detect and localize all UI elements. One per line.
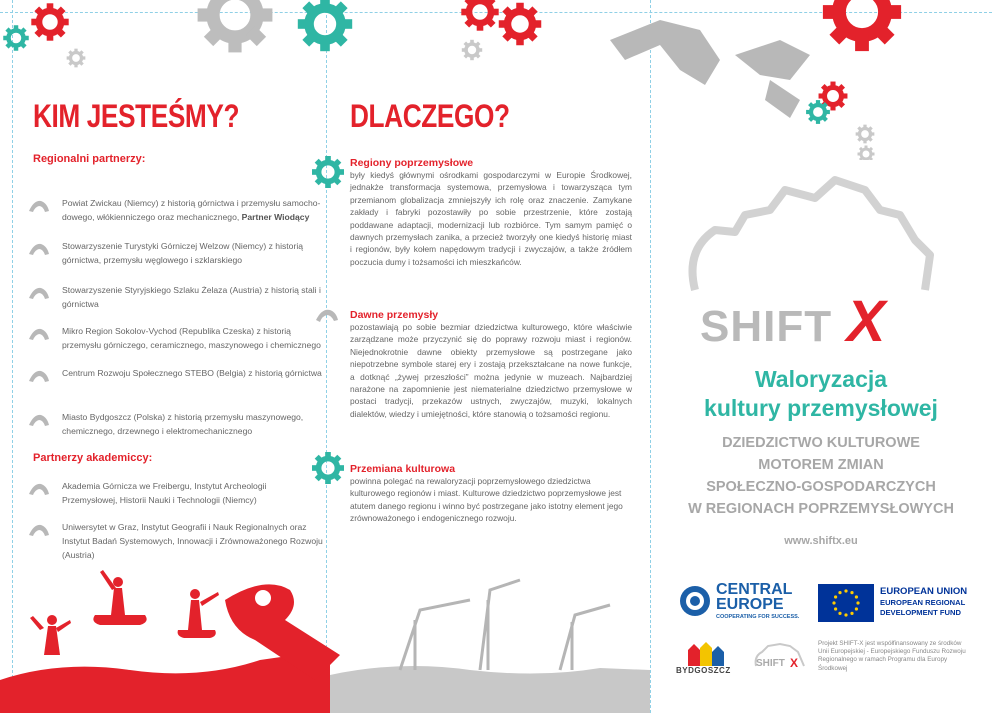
eu-flag-icon: [818, 584, 874, 622]
robot-arm-icon: [28, 198, 50, 214]
gear-icon: [3, 25, 29, 51]
bottom-illustration: [0, 560, 650, 713]
partner-text: Centrum Rozwoju Społecznego STEBO (Belgia) z historią górnictwa: [62, 368, 322, 378]
gear-icon: [823, 0, 901, 51]
partner-text: Uniwersytet w Graz, Instytut Geografii i Nauk Regionalnych oraz Instytut Badań Systemowych, Innowacji i Zrównoważonego Rozwoju (Austria): [62, 522, 323, 560]
partner-text: Powiat Zwickau (Niemcy) z historią górnictwa i przemysłu samocho-dowego, włókienniczego oraz mechanicznego, Partner Wiodący: [62, 198, 321, 222]
regional-partners-label: Regionalni partnerzy:: [33, 153, 146, 165]
gear-icon: [312, 156, 344, 188]
gear-icon: [198, 0, 273, 52]
eu-line-1: EUROPEAN UNION: [880, 586, 968, 597]
ce-line-2: EUROPE: [716, 596, 784, 613]
partner-text: Stowarzyszenie Styryjskiego Szlaku Żelaza (Austria) z historią stali i górnictwa: [62, 285, 321, 309]
section-dawne: [350, 309, 632, 420]
eu-logo: [818, 584, 978, 624]
gear-icon: [461, 0, 498, 31]
robot-arm-icon: [28, 326, 50, 342]
logo-word: SHIFT: [700, 302, 833, 351]
title-line-2: kultury przemysłowej: [704, 395, 938, 421]
gear-icon: [31, 3, 68, 40]
eu-line-2: EUROPEAN REGIONAL: [880, 598, 966, 607]
houses-icon: [686, 640, 726, 666]
gear-icon: [462, 40, 482, 60]
gear-icon: [312, 452, 344, 484]
bydgoszcz-logo: [676, 640, 736, 680]
robot-arm-icon: [28, 241, 50, 257]
shiftx-logo: [700, 288, 885, 355]
partner-text: Miasto Bydgoszcz (Polska) z historią przemysłu maszynowego, chemicznego, drzewnego i elektromechanicznego: [62, 412, 304, 436]
section-title: Przemiana kulturowa: [350, 463, 456, 475]
partner-text: Mikro Region Sokolov-Vychod (Republika Czeska) z historią przemysłu górniczego, ceramicznego, maszynowego i chemicznego: [62, 326, 321, 350]
crane-silhouettes: [400, 580, 610, 670]
subtitle-line: DZIEDZICTWO KULTUROWE: [722, 435, 920, 451]
section-text: pozostawiają po sobie bezmiar dziedzictwa kulturowego, które właściwie zarządzane może przyczynić się do poprawy rozwoju miast i regionów. Niejednokrotnie dawne obiekty przemysłowe są postrzegane jako niepotrzebne symbole starej ery i zostają przekształcane na nowe funkcje, a dotknąć „żywej przeszłości” można jedynie w muzeach. Najbardziej narażone na zapomnienie jest niematerialne dziedzictwo przemysłowe w postaci tradycji, przekazów ustnych, zwyczajów, muzyki, lokalnych dialektów, wiedzy i umiejętności, które stanowią o tożsamości regionu.: [350, 322, 632, 419]
subtitle-line: SPOŁECZNO-GOSPODARCZYCH: [706, 479, 936, 495]
bydgoszcz-text: BYDGOSZCZ: [676, 666, 731, 675]
robot-arm-icon: [28, 285, 50, 301]
shiftx-small-logo: [752, 638, 808, 678]
small-logo-x: X: [790, 656, 799, 670]
robot-arm-icon: [28, 368, 50, 384]
eu-line-3: DEVELOPMENT FUND: [880, 608, 962, 617]
gear-outline-graphic: [675, 160, 955, 300]
globe-icon: [678, 584, 712, 618]
website-link[interactable]: www.shiftx.eu: [784, 535, 858, 547]
logo-x: X: [846, 289, 886, 354]
gear-icon: [67, 49, 86, 68]
partner-text: Akademia Górnicza we Freibergu, Instytut Archeologii Przemysłowej, Historii Nauki i Technologii (Niemcy): [62, 481, 267, 505]
funding-note: Projekt SHIFT-X jest współfinansowany ze środków Unii Europejskiej - Europejskiego Funduszu Rozwoju Regionalnego w ramach Programu dla Europy Środkowej: [818, 640, 966, 672]
gear-icon: [806, 100, 830, 124]
central-europe-logo: [678, 582, 808, 624]
robot-arm-icon: [28, 412, 50, 428]
subtitle: [650, 432, 992, 520]
middle-heading: DLACZEGO?: [350, 98, 510, 134]
ce-line-1: CENTRAL: [716, 581, 793, 598]
robot-arm-icon: [28, 481, 50, 497]
robot-arm-graphic: [610, 20, 810, 118]
robot-arm-icon: [314, 306, 340, 324]
dancer-silhouettes: [30, 570, 219, 655]
left-heading: KIM JESTEŚMY?: [33, 98, 240, 134]
section-title: Dawne przemysły: [350, 309, 439, 321]
gear-icon: [298, 0, 352, 51]
section-przemiana: [350, 463, 632, 525]
ce-tagline: COOPERATING FOR SUCCESS.: [716, 614, 800, 620]
robot-arm-icon: [28, 522, 50, 538]
gear-icon: [499, 3, 542, 46]
small-logo-word: SHIFT: [756, 658, 785, 669]
section-regiony: [350, 157, 632, 268]
title-line-1: Waloryzacja: [754, 366, 888, 392]
academic-partners-label: Partnerzy akademiccy:: [33, 452, 153, 464]
section-text: powinna polegać na rewaloryzacji poprzemysłowego dziedzictwa kulturowego regionów i miast. Kulturowe dziedzictwo poprzemysłowe jest atutem danego regionu i winno być postrzegane jako istotny element jego zrównoważonego i endogenicznego rozwoju.: [350, 476, 623, 524]
gear-icon: [858, 146, 875, 161]
partner-text: Stowarzyszenie Turystyki Górniczej Welzow (Niemcy) z historią górnictwa, przemysłu węglowego i szklarskiego: [62, 241, 304, 265]
subtitle-line: W REGIONACH POPRZEMYSŁOWYCH: [688, 501, 954, 517]
section-text: były kiedyś głównymi ośrodkami gospodarczymi w Europie Środkowej, jednakże transformacja systemowa, przemysłowa i towarzysząca tym przemianom globalizacja zmniejszyły ich rolę oraz znaczenie. Zamykane zakłady i fabryki pozostawiły po sobie przestrzenie, które zostają poddawane adaptacji, modernizacji lub rozbiórce. Tym samym pamięć o dawnych przemysłach zanika, a przecież tworzyły one kiedyś historię miast i regionów, były kołem napędowym tradycji i zwyczajów, a także źródłem poczucia dumy i tożsamości ich mieszkańców.: [350, 170, 632, 267]
subtitle-line: MOTOREM ZMIAN: [758, 457, 884, 473]
decorative-gears-top: [0, 0, 992, 160]
gear-icon: [856, 125, 875, 144]
section-title: Regiony poprzemysłowe: [350, 157, 474, 169]
